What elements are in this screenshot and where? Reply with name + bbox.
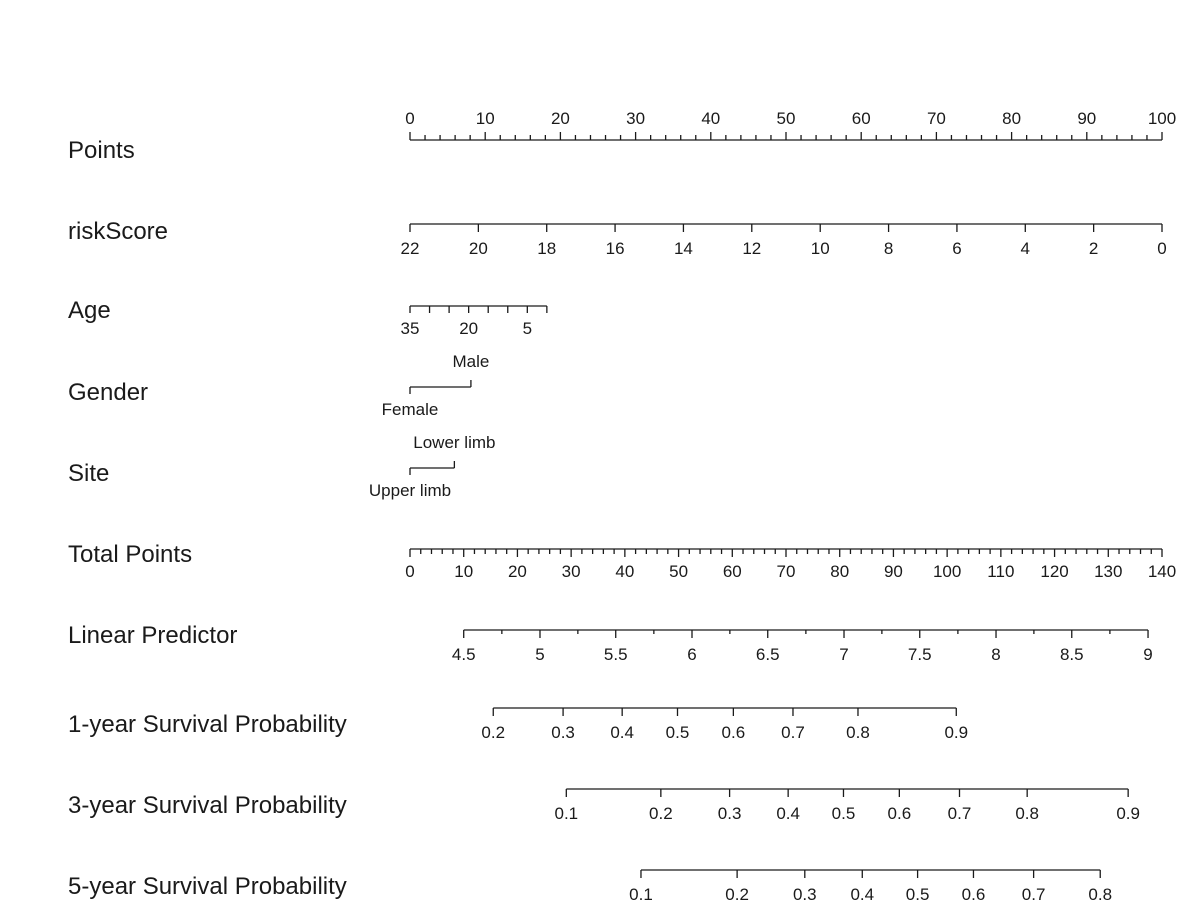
surv1-tick-label: 0.6 bbox=[721, 723, 746, 742]
site-tick-label: Upper limb bbox=[368, 481, 452, 500]
row-label-surv5: 5-year Survival Probability bbox=[68, 873, 347, 900]
surv5-tick-label: 0.4 bbox=[850, 885, 875, 904]
points-tick-label: 40 bbox=[701, 109, 721, 128]
total-tick-label: 130 bbox=[1094, 562, 1123, 581]
total-tick-label: 60 bbox=[722, 562, 742, 581]
row-label-site: Site bbox=[68, 460, 110, 487]
age-tick-label: 5 bbox=[522, 319, 533, 338]
row-label-points: Points bbox=[68, 137, 135, 164]
total-tick-label: 0 bbox=[405, 562, 415, 581]
points-tick-label: 90 bbox=[1077, 109, 1097, 128]
riskscore-tick-label: 6 bbox=[952, 239, 962, 258]
surv3-tick-label: 0.8 bbox=[1015, 804, 1039, 823]
points-tick-label: 50 bbox=[776, 109, 796, 128]
points-tick-label: 60 bbox=[851, 109, 871, 128]
surv3-tick-label: 0.7 bbox=[947, 804, 972, 823]
riskscore-tick-label: 0 bbox=[1157, 239, 1167, 258]
row-label-total: Total Points bbox=[68, 541, 193, 568]
total-tick-label: 30 bbox=[561, 562, 581, 581]
points-tick-label: 80 bbox=[1002, 109, 1022, 128]
row-label-surv3: 3-year Survival Probability bbox=[68, 792, 347, 819]
lp-tick-label: 5.5 bbox=[603, 645, 628, 664]
riskscore-tick-label: 18 bbox=[537, 239, 557, 258]
gender-tick-label: Male bbox=[452, 352, 490, 371]
total-tick-label: 40 bbox=[615, 562, 635, 581]
lp-tick-label: 4.5 bbox=[451, 645, 476, 664]
riskscore-tick-label: 22 bbox=[400, 239, 420, 258]
lp-tick-label: 7 bbox=[839, 645, 849, 664]
riskscore-tick-label: 20 bbox=[468, 239, 488, 258]
riskscore-tick-label: 14 bbox=[673, 239, 693, 258]
surv5-tick-label: 0.5 bbox=[905, 885, 930, 904]
row-label-gender: Gender bbox=[68, 379, 149, 406]
gender-tick-label: Female bbox=[381, 400, 439, 419]
surv1-tick-label: 0.2 bbox=[481, 723, 506, 742]
points-tick-label: 100 bbox=[1147, 109, 1177, 128]
points-tick-label: 70 bbox=[926, 109, 946, 128]
surv5-tick-label: 0.2 bbox=[725, 885, 749, 904]
surv3-tick-label: 0.5 bbox=[831, 804, 856, 823]
riskscore-tick-label: 8 bbox=[883, 239, 894, 258]
surv1-tick-label: 0.3 bbox=[551, 723, 575, 742]
surv3-tick-label: 0.4 bbox=[776, 804, 800, 823]
surv1-tick-label: 0.8 bbox=[846, 723, 870, 742]
riskscore-tick-label: 4 bbox=[1020, 239, 1031, 258]
points-tick-label: 10 bbox=[475, 109, 495, 128]
lp-tick-label: 7.5 bbox=[907, 645, 932, 664]
row-label-age: Age bbox=[68, 297, 111, 324]
surv5-tick-label: 0.3 bbox=[792, 885, 817, 904]
surv1-tick-label: 0.4 bbox=[610, 723, 634, 742]
age-tick-label: 20 bbox=[459, 319, 479, 338]
surv5-tick-label: 0.7 bbox=[1021, 885, 1046, 904]
riskscore-tick-label: 16 bbox=[605, 239, 625, 258]
riskscore-tick-label: 10 bbox=[810, 239, 830, 258]
riskscore-tick-label: 12 bbox=[742, 239, 762, 258]
surv5-tick-label: 0.8 bbox=[1088, 885, 1113, 904]
total-tick-label: 50 bbox=[669, 562, 689, 581]
surv1-tick-label: 0.5 bbox=[665, 723, 690, 742]
surv3-tick-label: 0.6 bbox=[887, 804, 912, 823]
row-label-riskscore: riskScore bbox=[68, 218, 169, 245]
points-tick-label: 0 bbox=[405, 109, 415, 128]
total-tick-label: 120 bbox=[1040, 562, 1069, 581]
total-tick-label: 140 bbox=[1147, 562, 1177, 581]
total-tick-label: 10 bbox=[454, 562, 474, 581]
surv1-tick-label: 0.7 bbox=[781, 723, 805, 742]
lp-tick-label: 6.5 bbox=[755, 645, 780, 664]
riskscore-tick-label: 2 bbox=[1088, 239, 1099, 258]
lp-tick-label: 8.5 bbox=[1059, 645, 1084, 664]
lp-tick-label: 9 bbox=[1143, 645, 1153, 664]
surv3-tick-label: 0.9 bbox=[1116, 804, 1140, 823]
row-label-lp: Linear Predictor bbox=[68, 622, 238, 649]
total-tick-label: 90 bbox=[883, 562, 903, 581]
site-tick-label: Lower limb bbox=[413, 433, 496, 452]
lp-tick-label: 5 bbox=[535, 645, 545, 664]
points-tick-label: 20 bbox=[550, 109, 570, 128]
points-tick-label: 30 bbox=[626, 109, 646, 128]
lp-tick-label: 6 bbox=[687, 645, 697, 664]
age-tick-label: 35 bbox=[400, 319, 420, 338]
surv3-tick-label: 0.3 bbox=[717, 804, 742, 823]
total-tick-label: 80 bbox=[830, 562, 850, 581]
surv1-tick-label: 0.9 bbox=[944, 723, 969, 742]
total-tick-label: 20 bbox=[507, 562, 527, 581]
surv5-tick-label: 0.6 bbox=[961, 885, 986, 904]
surv5-tick-label: 0.1 bbox=[629, 885, 653, 904]
lp-tick-label: 8 bbox=[991, 645, 1001, 664]
surv3-tick-label: 0.1 bbox=[554, 804, 579, 823]
row-label-surv1: 1-year Survival Probability bbox=[68, 711, 347, 738]
total-tick-label: 70 bbox=[776, 562, 796, 581]
total-tick-label: 110 bbox=[987, 562, 1015, 581]
total-tick-label: 100 bbox=[932, 562, 962, 581]
surv3-tick-label: 0.2 bbox=[649, 804, 673, 823]
